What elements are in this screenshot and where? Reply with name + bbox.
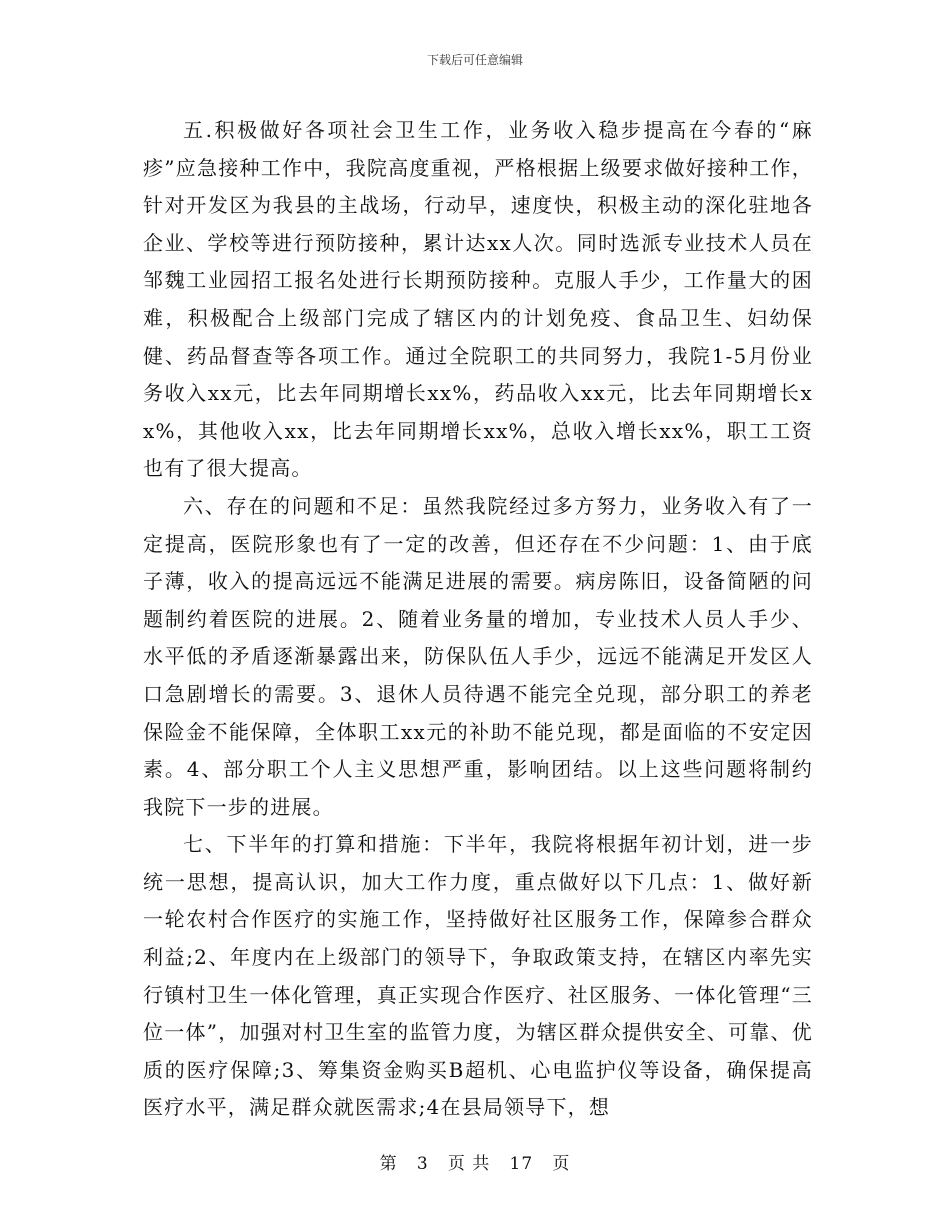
total-pages-number: 17 <box>509 1154 534 1174</box>
header-text: 下载后可任意编辑 <box>426 53 523 67</box>
page-label-suffix: 页 <box>552 1154 571 1174</box>
current-page-number: 3 <box>416 1154 429 1174</box>
document-body <box>143 112 813 1127</box>
paragraph-section-7: 七、下半年的打算和措施：下半年，我院将根据年初计划，进一步统一思想，提高认识，加大工作力度，重点做好以下几点：1、做好新一轮农村合作医疗的实施工作，坚持做好社区服务工作，保障参合群众利益;2、年度内在上级部门的领导下，争取政策支持，在辖区内率先实行镇村卫生一体化管理，真正实现合作医疗、社区服务、一体化管理“三位一体”，加强对村卫生室的监管力度，为辖区群众提供安全、可靠、优质的医疗保障;3、筹集资金购买B超机、心电监护仪等设备，确保提高医疗水平，满足群众就医需求;4在县局领导下，想 <box>143 832 813 1120</box>
page-header <box>0 52 950 68</box>
paragraph-section-5: 五.积极做好各项社会卫生工作，业务收入稳步提高在今春的“麻疹”应急接种工作中，我院高度重视，严格根据上级要求做好接种工作，针对开发区为我县的主战场，行动早，速度快，积极主动的深化驻地各企业、学校等进行预防接种，累计达xx人次。同时选派专业技术人员在邹魏工业园招工报名处进行长期预防接种。克服人手少，工作量大的困难，积极配合上级部门完成了辖区内的计划免疫、食品卫生、妇幼保健、药品督查等各项工作。通过全院职工的共同努力，我院1-5月份业务收入xx元，比去年同期增长xx%，药品收入xx元，比去年同期增长xx%，其他收入xx，比去年同期增长xx%，总收入增长xx%，职工工资也有了很大提高。 <box>143 118 813 481</box>
page-footer <box>0 1153 950 1175</box>
paragraph-section-6: 六、存在的问题和不足：虽然我院经过多方努力，业务收入有了一定提高，医院形象也有了一定的改善，但还存在不少问题：1、由于底子薄，收入的提高远远不能满足进展的需要。病房陈旧，设备简陋的问题制约着医院的进展。2、随着业务量的增加，专业技术人员人手少、水平低的矛盾逐渐暴露出来，防保队伍人手少，远远不能满足开发区人口急剧增长的需要。3、退休人员待遇不能完全兑现，部分职工的养老保险金不能保障，全体职工xx元的补助不能兑现，都是面临的不安定因素。4、部分职工个人主义思想严重，影响团结。以上这些问题将制约我院下一步的进展。 <box>143 493 813 819</box>
page-label-mid: 页 共 <box>447 1154 491 1174</box>
page-label-prefix: 第 <box>379 1154 398 1174</box>
